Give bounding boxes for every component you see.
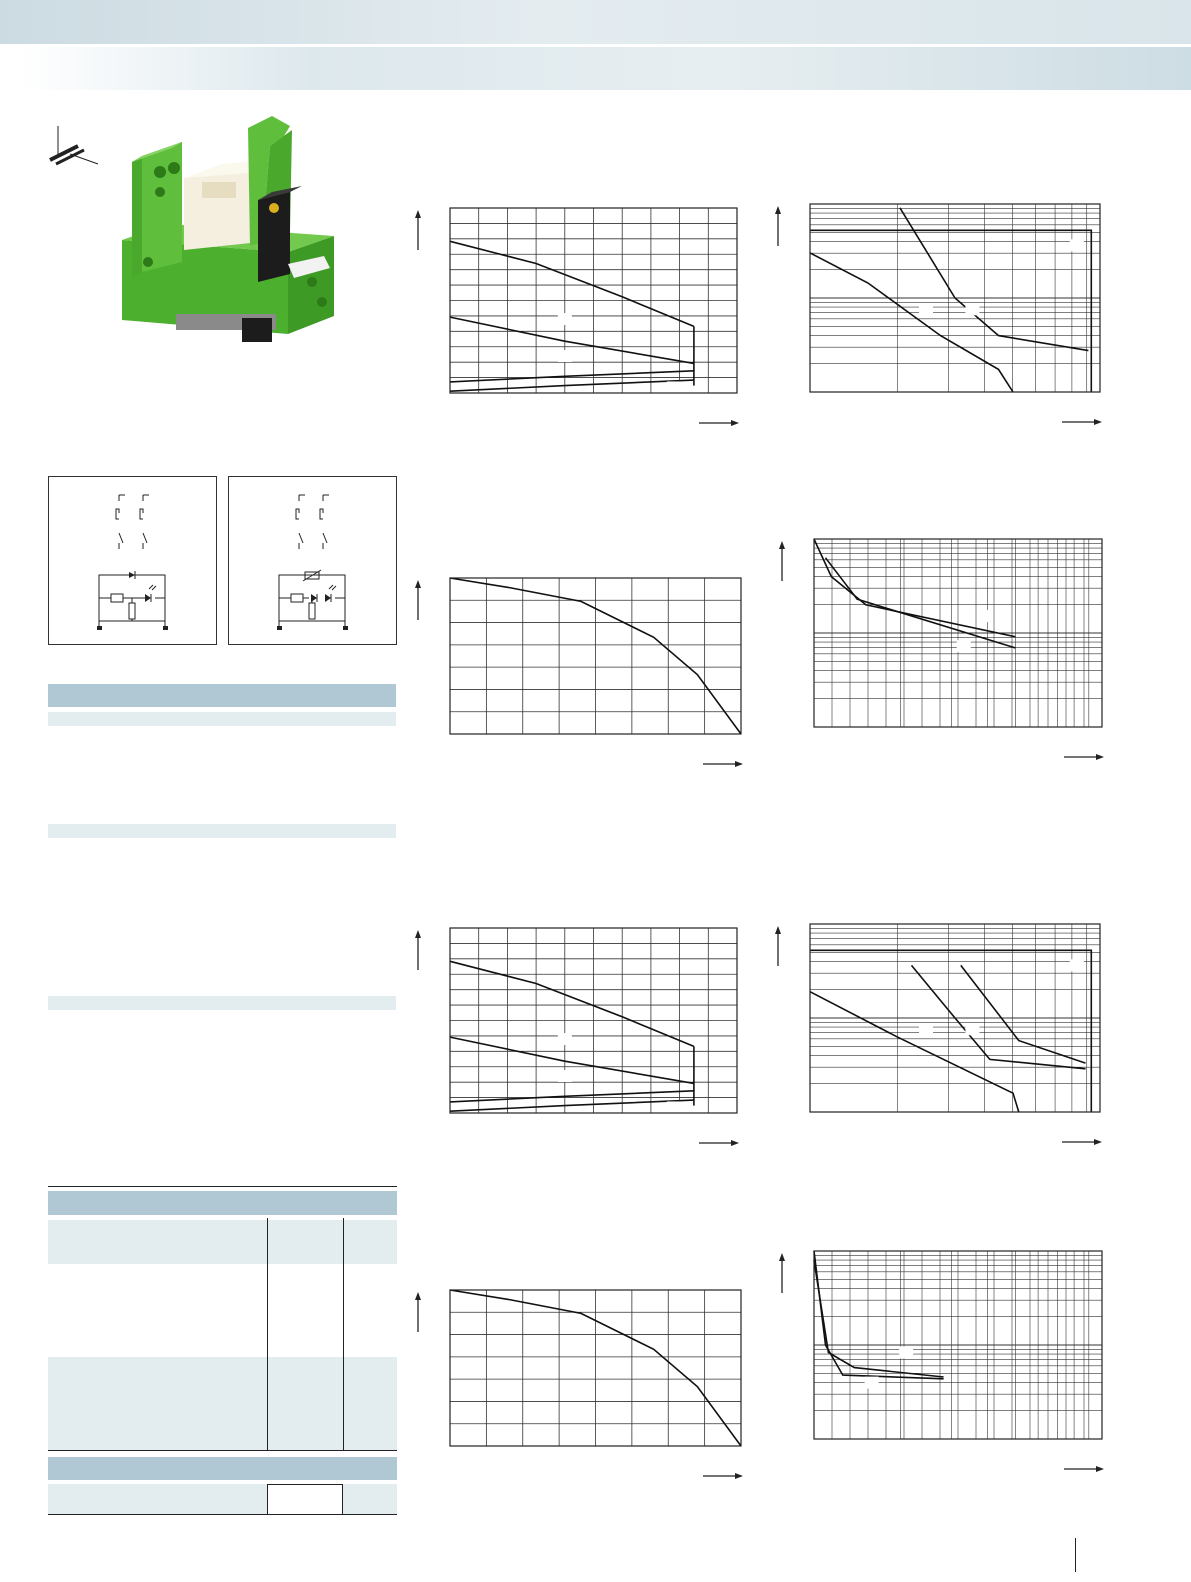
- y-axis-arrowhead: [415, 210, 421, 218]
- series-line: [450, 1100, 694, 1111]
- accessories-header-bar: [48, 1457, 397, 1480]
- curve-label-marker: [899, 1347, 913, 1359]
- chart-4: [772, 534, 1112, 764]
- page-footer-mark: [1075, 1538, 1076, 1572]
- din-rail-mount-icon: [48, 124, 100, 168]
- series-line: [450, 371, 694, 382]
- relay-module-image: [112, 112, 348, 356]
- ordering-header-bar: [48, 1191, 397, 1215]
- column-divider: [343, 1218, 344, 1450]
- subheader-band: [20, 47, 1191, 90]
- y-axis-arrowhead: [779, 541, 785, 549]
- curve-label-marker: [630, 272, 644, 284]
- curve-label-marker: [667, 381, 681, 393]
- relay-circuit-varistor-icon: [229, 477, 396, 644]
- series-line: [810, 992, 1019, 1112]
- y-axis-arrowhead: [415, 580, 421, 588]
- table-top-rule: [48, 1186, 397, 1187]
- y-axis-arrowhead: [779, 1253, 785, 1261]
- curve-label-marker: [977, 610, 991, 622]
- x-axis-arrowhead: [1096, 1466, 1104, 1472]
- series-line: [810, 950, 1091, 1112]
- chart-2: [772, 200, 1112, 435]
- curve-label-marker: [965, 303, 979, 315]
- curve-label-marker: [957, 640, 971, 652]
- series-line: [826, 558, 1016, 648]
- y-axis-arrowhead: [415, 1292, 421, 1300]
- y-axis-arrowhead: [775, 926, 781, 934]
- x-axis-arrowhead: [1096, 754, 1104, 760]
- series-line: [810, 230, 1091, 392]
- series-line: [912, 965, 1086, 1068]
- x-axis-arrowhead: [1094, 419, 1102, 425]
- curve-label-marker: [558, 1033, 572, 1045]
- x-axis-arrowhead: [735, 1473, 743, 1479]
- ordering-row-shaded: [48, 1220, 397, 1264]
- chart-5: [410, 920, 750, 1152]
- series-line: [450, 1037, 694, 1083]
- relay-circuit-diode-icon: [49, 477, 216, 644]
- x-axis-arrowhead: [731, 420, 739, 426]
- header-band: [0, 0, 1191, 44]
- series-line: [450, 1091, 694, 1102]
- column-divider: [267, 1218, 268, 1450]
- curve-label-marker: [1070, 959, 1084, 971]
- chart-6: [772, 920, 1112, 1152]
- x-axis-arrowhead: [735, 761, 743, 767]
- y-axis-arrowhead: [415, 930, 421, 938]
- curve-label-marker: [865, 1377, 879, 1389]
- table-rule: [48, 1450, 397, 1451]
- table-subheader-bar: [48, 712, 396, 726]
- series-line: [450, 380, 694, 391]
- table-subheader-bar: [48, 824, 396, 838]
- curve-label-marker: [558, 313, 572, 325]
- curve-label-marker: [667, 1101, 681, 1113]
- chart-1: [410, 200, 750, 435]
- chart-7: [410, 1286, 750, 1481]
- x-axis-arrowhead: [1094, 1139, 1102, 1145]
- ordering-row-shaded: [48, 1357, 397, 1451]
- curve-label-marker: [919, 303, 933, 315]
- series-line: [900, 208, 1089, 351]
- series-line: [450, 317, 694, 363]
- x-axis-arrowhead: [731, 1140, 739, 1146]
- chart-8: [772, 1246, 1112, 1476]
- curve-label-marker: [965, 1023, 979, 1035]
- accessories-row-shaded: [48, 1484, 397, 1514]
- y-axis-arrowhead: [775, 206, 781, 214]
- curve-label-marker: [558, 1070, 572, 1082]
- curve-label-marker: [558, 350, 572, 362]
- table-header-bar: [48, 684, 396, 707]
- schematic-right: [228, 476, 397, 645]
- accessory-cell: [267, 1484, 343, 1514]
- curve-label-marker: [630, 992, 644, 1004]
- chart-3: [410, 574, 750, 769]
- curve-label-marker: [919, 1023, 933, 1035]
- schematic-left: [48, 476, 217, 645]
- table-bottom-rule: [48, 1514, 397, 1515]
- curve-label-marker: [1070, 239, 1084, 251]
- series-line: [961, 965, 1086, 1063]
- table-subheader-bar: [48, 996, 396, 1010]
